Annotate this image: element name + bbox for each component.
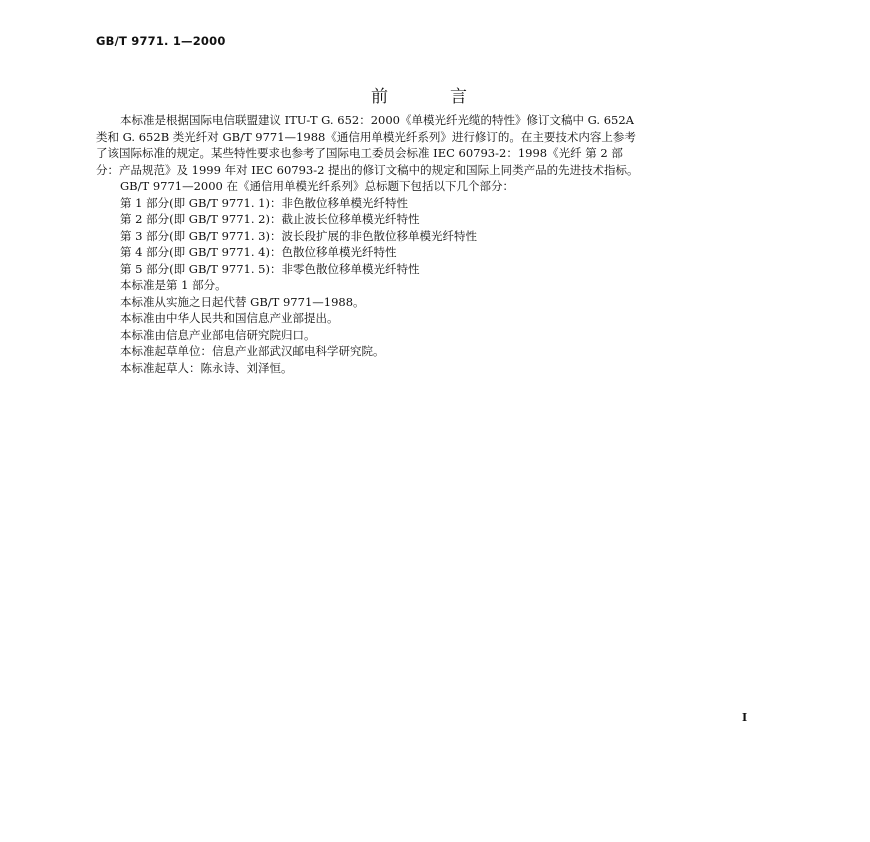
part-list-item: 第 1 部分(即 GB/T 9771. 1)：非色散位移单模光纤特性 — [120, 195, 408, 210]
paragraph-line: 了该国际标准的规定。某些特性要求也参考了国际电工委员会标准 IEC 60793-2：1998《光纤 第 2 部 — [96, 146, 623, 160]
document-body — [96, 112, 770, 376]
paragraph-line: 类和 G. 652B 类光纤对 GB/T 9771—1988《通信用单模光纤系列》进行修订的。在主要技术内容上参考 — [96, 129, 636, 144]
page-number: I — [742, 711, 748, 724]
part-list-item: 第 4 部分(即 GB/T 9771. 4)：色散位移单模光纤特性 — [120, 245, 397, 259]
part-list-item: 第 5 部分(即 GB/T 9771. 5)：非零色散位移单模光纤特性 — [120, 261, 420, 276]
statement-line: 本标准起草人：陈永诗、刘泽恒。 — [120, 360, 293, 375]
paragraph-line: 分：产品规范》及 1999 年对 IEC 60793-2 提出的修订文稿中的规定和国际上同类产品的先进技术指标。 — [96, 162, 639, 177]
statement-line: 本标准起草单位：信息产业部武汉邮电科学研究院。 — [120, 344, 385, 358]
part-list-item: 第 3 部分(即 GB/T 9771. 3)：波长段扩展的非色散位移单模光纤特性 — [120, 228, 477, 243]
paragraph-line: 本标准是根据国际电信联盟建议 ITU-T G. 652：2000《单模光纤光缆的特性》修订文稿中 G. 652A — [120, 113, 634, 127]
page-title: 前言 — [371, 87, 529, 107]
part-list-item: 第 2 部分(即 GB/T 9771. 2)：截止波长位移单模光纤特性 — [120, 212, 420, 226]
statement-line: 本标准从实施之日起代替 GB/T 9771—1988。 — [120, 294, 365, 309]
document-code-header: GB/T 9771. 1—2000 — [96, 34, 226, 48]
parts-intro: GB/T 9771—2000 在《通信用单模光纤系列》总标题下包括以下几个部分： — [120, 179, 515, 193]
statement-line: 本标准是第 1 部分。 — [120, 278, 227, 292]
statement-line: 本标准由中华人民共和国信息产业部提出。 — [120, 311, 339, 325]
statement-line: 本标准由信息产业部电信研究院归口。 — [120, 327, 316, 342]
